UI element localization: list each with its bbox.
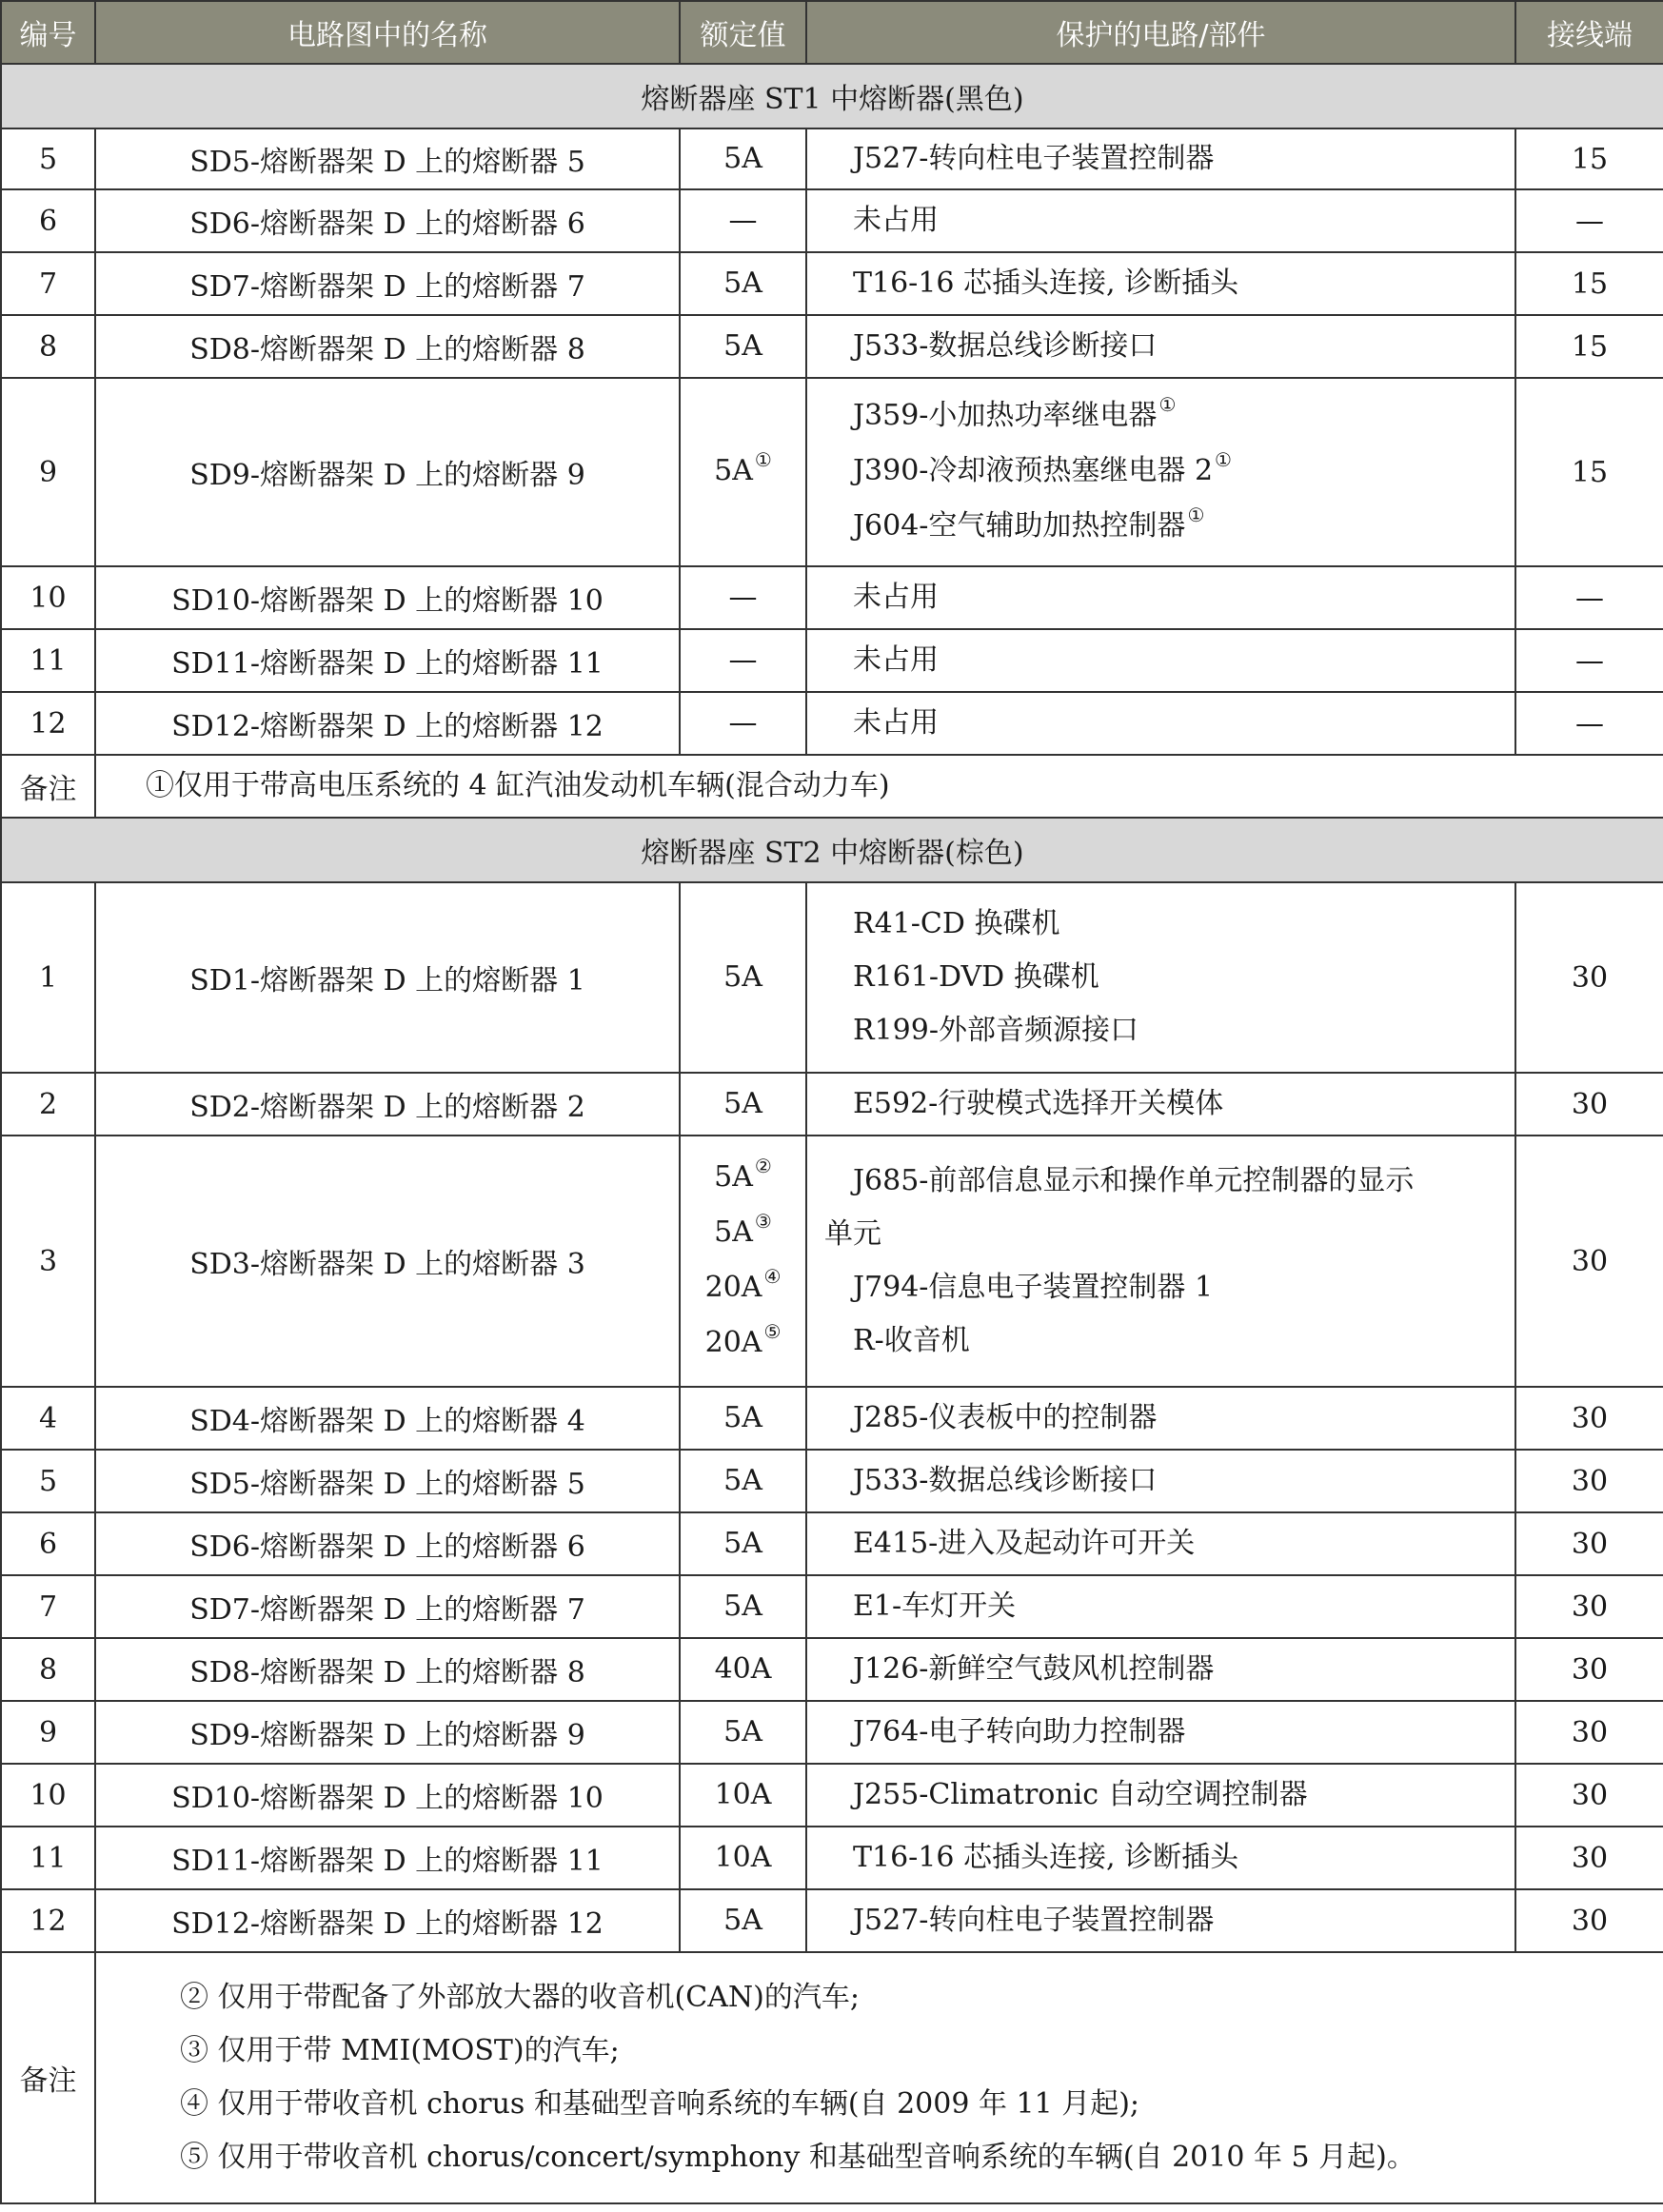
cell-terminal: 15	[1515, 315, 1663, 378]
rating-line	[681, 1206, 805, 1261]
cell-rating	[680, 1073, 806, 1136]
cell-protected-circuit	[806, 1638, 1515, 1701]
cell-circuit-name: SD4-熔断器架 D 上的熔断器 4	[95, 1387, 680, 1450]
cell-rating	[680, 1827, 806, 1889]
rating-line	[681, 1643, 805, 1696]
circuit-text: 未占用	[853, 706, 939, 740]
cell-rating	[680, 1136, 806, 1387]
cell-protected-circuit	[806, 189, 1515, 252]
rating-value: 10A	[714, 1778, 772, 1811]
rating-value: —	[728, 706, 758, 740]
footnote-marker: ④	[763, 1265, 782, 1288]
note-line: ② 仅用于带配备了外部放大器的收音机(CAN)的汽车;	[180, 1981, 860, 2014]
cell-terminal: 30	[1515, 882, 1663, 1073]
cell-terminal: 15	[1515, 128, 1663, 189]
circuit-text: T16-16 芯插头连接, 诊断插头	[853, 1841, 1239, 1874]
cell-terminal: 30	[1515, 1136, 1663, 1387]
circuit-line	[807, 389, 1515, 444]
rating-value: 20A	[704, 1271, 762, 1304]
cell-protected-circuit	[806, 1827, 1515, 1889]
circuit-line	[807, 320, 1515, 373]
cell-protected-circuit	[806, 1136, 1515, 1387]
cell-terminal: 30	[1515, 1827, 1663, 1889]
circuit-line	[807, 1894, 1515, 1947]
rating-value: 5A	[723, 960, 762, 994]
circuit-line	[807, 500, 1515, 555]
circuit-text: 未占用	[853, 581, 939, 614]
cell-number: 5	[1, 1450, 95, 1512]
cell-protected-circuit	[806, 629, 1515, 692]
cell-circuit-name: SD5-熔断器架 D 上的熔断器 5	[95, 128, 680, 189]
table-row	[1, 1889, 1663, 1952]
rating-value: 5A	[714, 454, 753, 487]
table-row	[1, 128, 1663, 189]
cell-rating	[680, 692, 806, 755]
header-protected-circuit: 保护的电路/部件	[806, 1, 1515, 64]
cell-number: 8	[1, 1638, 95, 1701]
cell-terminal: 30	[1515, 1889, 1663, 1952]
note-line: ①仅用于带高电压系统的 4 缸汽油发动机车辆(混合动力车)	[146, 769, 890, 802]
table-row	[1, 1136, 1663, 1387]
cell-rating	[680, 1387, 806, 1450]
cell-circuit-name: SD3-熔断器架 D 上的熔断器 3	[95, 1136, 680, 1387]
footnote-marker: ①	[754, 448, 772, 471]
circuit-line	[807, 898, 1515, 951]
cell-circuit-name: SD12-熔断器架 D 上的熔断器 12	[95, 1889, 680, 1952]
footnote-marker: ②	[754, 1155, 772, 1177]
circuit-text: J685-前部信息显示和操作单元控制器的显示	[853, 1164, 1415, 1197]
table-body	[1, 64, 1663, 2203]
cell-terminal: 30	[1515, 1512, 1663, 1575]
circuit-text: E415-进入及起动许可开关	[853, 1527, 1196, 1560]
table-row	[1, 629, 1663, 692]
cell-circuit-name: SD5-熔断器架 D 上的熔断器 5	[95, 1450, 680, 1512]
rating-line	[681, 1517, 805, 1570]
rating-line	[681, 1316, 805, 1372]
circuit-line	[807, 1580, 1515, 1633]
header-circuit-name: 电路图中的名称	[95, 1, 680, 64]
header-row	[1, 1, 1663, 64]
rating-line	[681, 697, 805, 750]
rating-line	[681, 634, 805, 687]
circuit-line	[807, 257, 1515, 310]
table-row	[1, 882, 1663, 1073]
rating-value: 5A	[723, 1401, 762, 1434]
rating-line	[681, 1831, 805, 1885]
circuit-line	[807, 1517, 1515, 1570]
cell-circuit-name: SD11-熔断器架 D 上的熔断器 11	[95, 1827, 680, 1889]
circuit-line	[807, 1261, 1515, 1314]
circuit-line	[807, 1454, 1515, 1508]
cell-rating	[680, 315, 806, 378]
circuit-text: J285-仪表板中的控制器	[853, 1401, 1158, 1434]
circuit-text: 未占用	[853, 204, 939, 237]
rating-line	[681, 194, 805, 247]
rating-line	[681, 1706, 805, 1759]
circuit-text: T16-16 芯插头连接, 诊断插头	[853, 267, 1239, 300]
rating-value: 20A	[704, 1326, 762, 1359]
circuit-line	[807, 132, 1515, 186]
cell-circuit-name: SD11-熔断器架 D 上的熔断器 11	[95, 629, 680, 692]
section-title: 熔断器座 ST1 中熔断器(黑色)	[1, 64, 1663, 128]
cell-protected-circuit	[806, 566, 1515, 629]
cell-rating	[680, 128, 806, 189]
circuit-line	[807, 1643, 1515, 1696]
note-line: ③ 仅用于带 MMI(MOST)的汽车;	[180, 2034, 620, 2067]
circuit-text: J527-转向柱电子装置控制器	[853, 142, 1215, 175]
cell-number: 1	[1, 882, 95, 1073]
cell-rating	[680, 1889, 806, 1952]
cell-rating	[680, 1512, 806, 1575]
table-row	[1, 378, 1663, 566]
table-row	[1, 1764, 1663, 1827]
cell-circuit-name: SD8-熔断器架 D 上的熔断器 8	[95, 1638, 680, 1701]
cell-terminal: 30	[1515, 1073, 1663, 1136]
table-row	[1, 692, 1663, 755]
notes-row	[1, 755, 1663, 818]
circuit-text: R41-CD 换碟机	[853, 907, 1060, 940]
footnote-marker: ⑤	[763, 1320, 782, 1343]
cell-number: 8	[1, 315, 95, 378]
cell-terminal: 30	[1515, 1575, 1663, 1638]
table-row	[1, 315, 1663, 378]
rating-value: 5A	[723, 1904, 762, 1937]
cell-rating	[680, 1764, 806, 1827]
rating-value: 5A	[714, 1160, 753, 1194]
circuit-text: R-收音机	[853, 1324, 970, 1357]
rating-line	[681, 1392, 805, 1445]
cell-terminal: 30	[1515, 1450, 1663, 1512]
circuit-text: J533-数据总线诊断接口	[853, 1464, 1158, 1497]
cell-circuit-name: SD8-熔断器架 D 上的熔断器 8	[95, 315, 680, 378]
header-rating: 额定值	[680, 1, 806, 64]
cell-number: 6	[1, 1512, 95, 1575]
cell-circuit-name: SD10-熔断器架 D 上的熔断器 10	[95, 1764, 680, 1827]
cell-terminal: —	[1515, 566, 1663, 629]
rating-line	[681, 1077, 805, 1131]
table-row	[1, 1387, 1663, 1450]
cell-circuit-name: SD6-熔断器架 D 上的熔断器 6	[95, 1512, 680, 1575]
cell-number: 12	[1, 1889, 95, 1952]
cell-rating	[680, 1450, 806, 1512]
circuit-line	[807, 194, 1515, 247]
circuit-line	[807, 697, 1515, 750]
circuit-line	[807, 634, 1515, 687]
rating-value: 5A	[723, 1527, 762, 1560]
cell-number: 12	[1, 692, 95, 755]
rating-line	[681, 320, 805, 373]
cell-number: 9	[1, 1701, 95, 1764]
notes-content	[95, 1952, 1663, 2203]
rating-line	[681, 571, 805, 624]
footnote-marker: ①	[1158, 393, 1177, 416]
section-header-row	[1, 818, 1663, 882]
cell-circuit-name: SD6-熔断器架 D 上的熔断器 6	[95, 189, 680, 252]
cell-circuit-name: SD7-熔断器架 D 上的熔断器 7	[95, 252, 680, 315]
cell-number: 5	[1, 128, 95, 189]
circuit-text: J255-Climatronic 自动空调控制器	[853, 1778, 1308, 1811]
cell-terminal: 30	[1515, 1701, 1663, 1764]
cell-number: 9	[1, 378, 95, 566]
cell-protected-circuit	[806, 1387, 1515, 1450]
circuit-line	[807, 1004, 1515, 1057]
cell-rating	[680, 882, 806, 1073]
circuit-text: J527-转向柱电子装置控制器	[853, 1904, 1215, 1937]
cell-protected-circuit	[806, 252, 1515, 315]
cell-protected-circuit	[806, 1512, 1515, 1575]
cell-circuit-name: SD10-熔断器架 D 上的熔断器 10	[95, 566, 680, 629]
table-row	[1, 1827, 1663, 1889]
cell-rating	[680, 189, 806, 252]
cell-number: 7	[1, 252, 95, 315]
rating-value: 10A	[714, 1841, 772, 1874]
table-row	[1, 1450, 1663, 1512]
cell-circuit-name: SD12-熔断器架 D 上的熔断器 12	[95, 692, 680, 755]
cell-protected-circuit	[806, 315, 1515, 378]
notes-content	[95, 755, 1663, 818]
cell-terminal: 15	[1515, 252, 1663, 315]
cell-protected-circuit	[806, 1764, 1515, 1827]
cell-number: 4	[1, 1387, 95, 1450]
table-row	[1, 1575, 1663, 1638]
rating-line	[681, 1768, 805, 1822]
cell-terminal: —	[1515, 629, 1663, 692]
cell-circuit-name: SD2-熔断器架 D 上的熔断器 2	[95, 1073, 680, 1136]
circuit-line	[807, 1155, 1515, 1208]
cell-protected-circuit	[806, 1889, 1515, 1952]
rating-value: 5A	[723, 142, 762, 175]
rating-value: 5A	[723, 1590, 762, 1623]
cell-protected-circuit	[806, 1701, 1515, 1764]
cell-circuit-name: SD1-熔断器架 D 上的熔断器 1	[95, 882, 680, 1073]
rating-line	[681, 1894, 805, 1947]
rating-value: 5A	[723, 329, 762, 363]
header-number: 编号	[1, 1, 95, 64]
section-header-row	[1, 64, 1663, 128]
circuit-text: J604-空气辅助加热控制器	[853, 509, 1186, 543]
cell-circuit-name: SD9-熔断器架 D 上的熔断器 9	[95, 1701, 680, 1764]
circuit-text: R161-DVD 换碟机	[853, 960, 1099, 994]
rating-value: 40A	[714, 1652, 772, 1686]
circuit-line	[807, 1392, 1515, 1445]
cell-rating	[680, 1638, 806, 1701]
footnote-marker: ①	[1187, 504, 1205, 526]
rating-value: 5A	[723, 1715, 762, 1748]
cell-terminal: 30	[1515, 1764, 1663, 1827]
notes-label: 备注	[1, 755, 95, 818]
cell-number: 10	[1, 566, 95, 629]
cell-terminal: 30	[1515, 1638, 1663, 1701]
cell-protected-circuit	[806, 1575, 1515, 1638]
note-line: ④ 仅用于带收音机 chorus 和基础型音响系统的车辆(自 2009 年 11 月起);	[180, 2087, 1140, 2121]
notes-label: 备注	[1, 1952, 95, 2203]
cell-number: 6	[1, 189, 95, 252]
cell-protected-circuit	[806, 692, 1515, 755]
rating-line	[681, 444, 805, 500]
rating-line	[681, 1580, 805, 1633]
circuit-line	[807, 1314, 1515, 1368]
circuit-line	[807, 1831, 1515, 1885]
rating-line	[681, 132, 805, 186]
cell-protected-circuit	[806, 378, 1515, 566]
table-row	[1, 1073, 1663, 1136]
cell-rating	[680, 1701, 806, 1764]
circuit-text: E592-行驶模式选择开关模体	[853, 1087, 1224, 1120]
header-terminal: 接线端	[1515, 1, 1663, 64]
cell-protected-circuit	[806, 1450, 1515, 1512]
cell-circuit-name: SD9-熔断器架 D 上的熔断器 9	[95, 378, 680, 566]
circuit-line	[807, 444, 1515, 500]
circuit-line	[807, 1077, 1515, 1131]
footnote-marker: ①	[1215, 448, 1232, 471]
cell-number: 10	[1, 1764, 95, 1827]
cell-protected-circuit	[806, 882, 1515, 1073]
table-row	[1, 566, 1663, 629]
rating-line	[681, 1151, 805, 1206]
cell-number: 7	[1, 1575, 95, 1638]
circuit-text: J764-电子转向助力控制器	[853, 1715, 1186, 1748]
table-row	[1, 1638, 1663, 1701]
rating-line	[681, 257, 805, 310]
cell-protected-circuit	[806, 1073, 1515, 1136]
circuit-text: J390-冷却液预热塞继电器 2	[853, 454, 1214, 487]
rating-value: 5A	[723, 267, 762, 300]
circuit-text: J794-信息电子装置控制器 1	[853, 1271, 1214, 1304]
circuit-line	[807, 1706, 1515, 1759]
cell-number: 2	[1, 1073, 95, 1136]
circuit-line	[807, 1768, 1515, 1822]
footnote-marker: ③	[754, 1210, 772, 1233]
cell-rating	[680, 378, 806, 566]
circuit-text: E1-车灯开关	[853, 1590, 1017, 1623]
cell-protected-circuit	[806, 128, 1515, 189]
circuit-text: J126-新鲜空气鼓风机控制器	[853, 1652, 1215, 1686]
circuit-text: R199-外部音频源接口	[853, 1014, 1138, 1047]
cell-circuit-name: SD7-熔断器架 D 上的熔断器 7	[95, 1575, 680, 1638]
rating-value: 5A	[714, 1215, 753, 1249]
circuit-line	[807, 571, 1515, 624]
rating-line	[681, 951, 805, 1004]
note-line: ⑤ 仅用于带收音机 chorus/concert/symphony 和基础型音响系统的车辆(自 2010 年 5 月起)。	[180, 2141, 1416, 2174]
rating-line	[681, 1261, 805, 1316]
section-title: 熔断器座 ST2 中熔断器(棕色)	[1, 818, 1663, 882]
circuit-line	[807, 951, 1515, 1004]
circuit-text: J533-数据总线诊断接口	[853, 329, 1158, 363]
rating-value: 5A	[723, 1464, 762, 1497]
rating-line	[681, 1454, 805, 1508]
circuit-text: 单元	[824, 1217, 881, 1251]
cell-rating	[680, 566, 806, 629]
table-row	[1, 189, 1663, 252]
cell-number: 11	[1, 1827, 95, 1889]
circuit-text: 未占用	[853, 643, 939, 677]
cell-rating	[680, 1575, 806, 1638]
cell-terminal: 30	[1515, 1387, 1663, 1450]
rating-value: —	[728, 643, 758, 677]
table-row	[1, 1512, 1663, 1575]
cell-terminal: 15	[1515, 378, 1663, 566]
rating-value: 5A	[723, 1087, 762, 1120]
rating-value: —	[728, 204, 758, 237]
circuit-text: J359-小加热功率继电器	[853, 399, 1158, 432]
cell-terminal: —	[1515, 189, 1663, 252]
circuit-line	[807, 1208, 1515, 1261]
cell-number: 3	[1, 1136, 95, 1387]
notes-row	[1, 1952, 1663, 2203]
cell-terminal: —	[1515, 692, 1663, 755]
cell-rating	[680, 252, 806, 315]
rating-value: —	[728, 581, 758, 614]
table-row	[1, 1701, 1663, 1764]
cell-rating	[680, 629, 806, 692]
table-row	[1, 252, 1663, 315]
cell-number: 11	[1, 629, 95, 692]
